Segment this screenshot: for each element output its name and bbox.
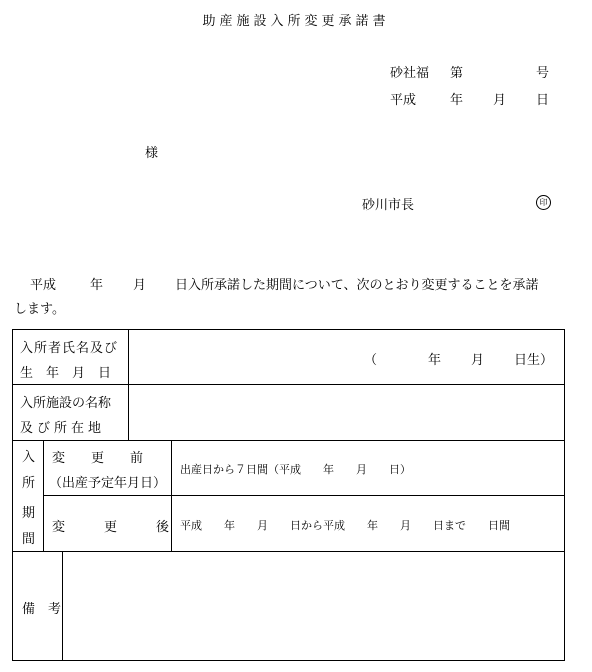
- birthdate-open-paren: （: [364, 353, 378, 368]
- after-change-label: 変 更 後: [52, 520, 170, 535]
- table-border-top: [12, 329, 565, 330]
- body-text-line1: 日入所承諾した期間について、次のとおり変更することを承諾: [175, 278, 539, 293]
- body-text-line2: します。: [14, 302, 65, 317]
- expected-delivery-label: （出産予定年月日）: [49, 476, 167, 491]
- issue-date-month: 月: [493, 93, 507, 108]
- before-change-label: 変 更 前: [52, 451, 144, 466]
- body-month: 月: [133, 278, 147, 293]
- body-era: 平成: [30, 278, 57, 293]
- period-label-char-3: 期: [22, 506, 36, 521]
- document-title: 助産施設入所変更承諾書: [202, 14, 390, 29]
- table-col-divider-remarks: [62, 551, 63, 660]
- period-label-char-1: 入: [22, 450, 36, 465]
- issue-date-year: 年: [450, 93, 464, 108]
- after-change-value: 平成 年 月 日から平成 年 月 日まで 日間: [180, 519, 510, 532]
- issue-date-era: 平成: [390, 93, 417, 108]
- table-border-right: [564, 329, 565, 661]
- before-change-value: 出産日から７日間（平成 年 月 日）: [180, 463, 411, 476]
- facility-label-line1: 入所施設の名称: [20, 396, 112, 411]
- table-col-divider-upper: [128, 329, 129, 440]
- table-rule-2: [12, 440, 565, 441]
- table-rule-1: [12, 384, 565, 385]
- table-col-divider-period: [43, 440, 44, 551]
- resident-name-label-line2: 生 年 月 日: [20, 366, 112, 381]
- official-seal: [536, 194, 551, 210]
- document-number-go: 号: [536, 66, 550, 81]
- document-number-prefix: 砂社福: [390, 66, 430, 81]
- facility-label-line2: 及び所在地: [20, 421, 106, 436]
- period-label-char-2: 所: [22, 476, 36, 491]
- document-number-dai: 第: [450, 66, 464, 81]
- table-border-left: [12, 329, 13, 661]
- birthdate-month: 月: [471, 353, 485, 368]
- table-rule-3: [43, 495, 565, 496]
- remarks-label: 備 考: [22, 602, 62, 617]
- issuer-name: 砂川市長: [362, 198, 415, 213]
- birthdate-day: 日生）: [514, 353, 554, 368]
- addressee-suffix: 様: [145, 146, 159, 161]
- table-border-bottom: [12, 660, 565, 661]
- birthdate-year: 年: [428, 353, 442, 368]
- resident-name-label-line1: 入所者氏名及び: [20, 341, 119, 356]
- period-label-char-4: 間: [22, 532, 36, 547]
- seal-mark: 印: [536, 195, 551, 210]
- table-col-divider-period-value: [171, 440, 172, 551]
- issue-date-day: 日: [536, 93, 550, 108]
- table-rule-4: [12, 551, 565, 552]
- body-year: 年: [90, 278, 104, 293]
